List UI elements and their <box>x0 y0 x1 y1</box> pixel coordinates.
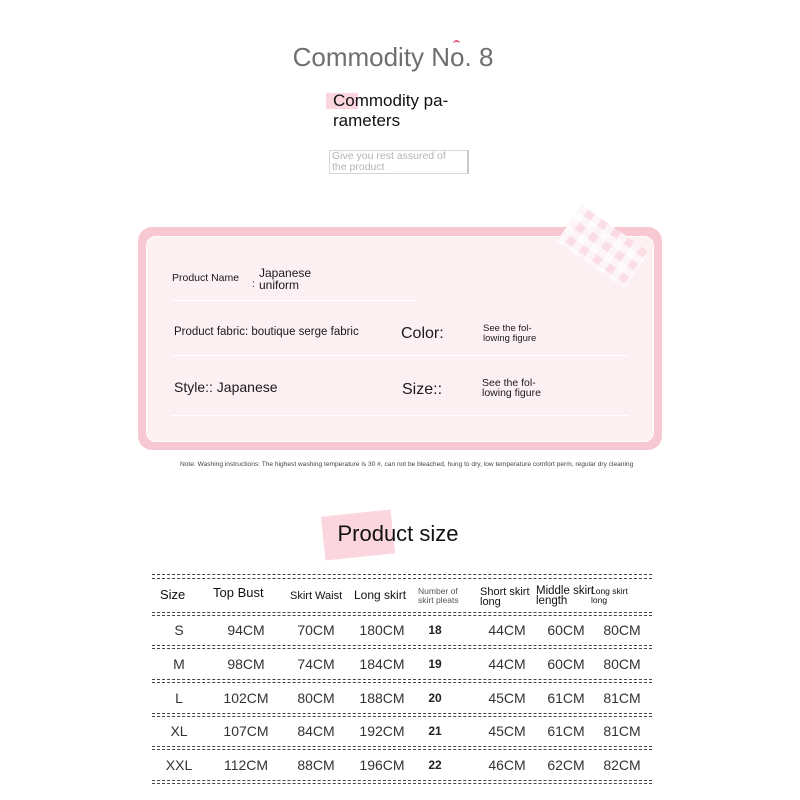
header-size: Size <box>160 587 186 602</box>
table-cell: 62CM <box>547 757 585 773</box>
table-cell: 80CM <box>603 656 641 672</box>
table-rule <box>152 713 652 715</box>
table-cell: 94CM <box>227 622 265 638</box>
style-text: Style:: Japanese <box>174 379 278 395</box>
table-rule <box>152 716 652 718</box>
table-cell: 18 <box>428 623 442 637</box>
product-name-value <box>259 267 311 291</box>
table-cell: 61CM <box>547 690 585 706</box>
size-heading: Product size <box>337 521 459 546</box>
table-rule <box>152 682 652 684</box>
color-value <box>483 324 536 344</box>
table-cell: 112CM <box>223 757 269 773</box>
color-value-line-1: See the fol- <box>483 323 532 334</box>
header-skirt-waist: Skirt Waist <box>290 590 343 602</box>
table-cell: 70CM <box>297 622 335 638</box>
header-long-skirt-long-line-1: Long skirt <box>591 586 628 596</box>
size-value <box>482 378 541 398</box>
table-rule <box>152 679 652 681</box>
table-cell: 22 <box>428 758 442 772</box>
table-cell: 102CM <box>223 690 269 706</box>
size-label: Size:: <box>402 381 443 398</box>
table-rule <box>152 746 652 748</box>
table-rule <box>152 780 652 782</box>
page-title: Commodity No. 8 <box>292 42 494 72</box>
assured-line-1: Give you rest assured of <box>332 150 446 162</box>
assured-box <box>329 150 469 174</box>
header-long-skirt-long <box>591 587 628 605</box>
table-cell: 45CM <box>488 690 526 706</box>
table-cell: 44CM <box>488 656 526 672</box>
assured-line-2: the product <box>332 161 385 173</box>
header-long-skirt: Long skirt <box>354 588 407 602</box>
table-cell: 46CM <box>488 757 526 773</box>
header-short-skirt-line-2: long <box>480 596 501 608</box>
divider <box>172 415 628 416</box>
table-cell: 81CM <box>603 723 641 739</box>
table-cell: 21 <box>428 724 442 738</box>
table-cell: 20 <box>428 691 442 705</box>
table-cell: 19 <box>428 657 442 671</box>
header-top-bust: Top Bust <box>213 585 264 600</box>
table-rule <box>152 783 652 785</box>
params-heading <box>333 91 448 131</box>
product-name-value-line-1: Japanese <box>259 266 312 280</box>
table-cell: 60CM <box>547 656 585 672</box>
table-rule <box>152 574 652 576</box>
table-cell: 192CM <box>359 723 405 739</box>
table-rule <box>152 578 652 580</box>
product-name-sep: : <box>252 279 255 290</box>
color-label: Color: <box>401 325 444 342</box>
header-long-skirt-long-line-2: long <box>591 595 608 605</box>
table-cell: 45CM <box>488 723 526 739</box>
header-pleats <box>418 587 459 604</box>
table-rule <box>152 645 652 647</box>
washing-note: Note: Washing instructions: The highest washing temperature is 30 #, can not be bleached, hung to dry, low temperature comfort perm, regular dry cleaning <box>180 461 634 468</box>
product-name-value-line-2: uniform <box>259 278 300 292</box>
table-cell: 80CM <box>297 690 335 706</box>
header-short-skirt <box>480 587 530 607</box>
params-card-inner <box>146 236 654 442</box>
table-cell: 180CM <box>359 622 405 638</box>
table-cell: 44CM <box>488 622 526 638</box>
table-cell: 98CM <box>227 656 265 672</box>
table-cell: 188CM <box>359 690 405 706</box>
size-value-line-1: See the fol- <box>482 377 536 389</box>
table-rule <box>152 612 652 614</box>
table-cell: 88CM <box>297 757 335 773</box>
header-middle-skirt <box>536 586 594 606</box>
table-rule <box>152 615 652 617</box>
table-cell: 60CM <box>547 622 585 638</box>
table-cell: 184CM <box>359 656 405 672</box>
header-middle-skirt-line-1: Middle skirt <box>536 585 595 597</box>
params-heading-line-1: Commodity pa- <box>333 91 449 110</box>
table-cell: XL <box>170 723 188 739</box>
params-heading-line-2: rameters <box>333 111 401 130</box>
table-cell: 61CM <box>547 723 585 739</box>
fabric-text: Product fabric: boutique serge fabric <box>174 326 359 338</box>
header-pleats-line-1: Number of <box>418 586 458 596</box>
table-cell: 74CM <box>297 656 335 672</box>
table-rule <box>152 648 652 650</box>
table-cell: XXL <box>165 757 193 773</box>
color-value-line-2: lowing figure <box>483 333 537 344</box>
table-cell: 107CM <box>223 723 269 739</box>
decor-accent-mark <box>453 40 460 47</box>
divider <box>172 355 628 356</box>
table-rule <box>152 749 652 751</box>
header-short-skirt-line-1: Short skirt <box>480 586 530 598</box>
table-cell: L <box>175 690 183 706</box>
table-cell: 81CM <box>603 690 641 706</box>
divider <box>172 300 416 301</box>
product-name-label: Product Name <box>172 272 240 284</box>
header-middle-skirt-line-2: length <box>536 595 568 607</box>
header-pleats-line-2: skirt pleats <box>418 594 459 605</box>
table-cell: 196CM <box>359 757 405 773</box>
table-cell: 82CM <box>603 757 641 773</box>
table-cell: M <box>173 656 185 672</box>
size-value-line-2: lowing figure <box>482 387 541 399</box>
table-cell: 84CM <box>297 723 335 739</box>
table-cell: 80CM <box>603 622 641 638</box>
table-cell: S <box>174 622 184 638</box>
